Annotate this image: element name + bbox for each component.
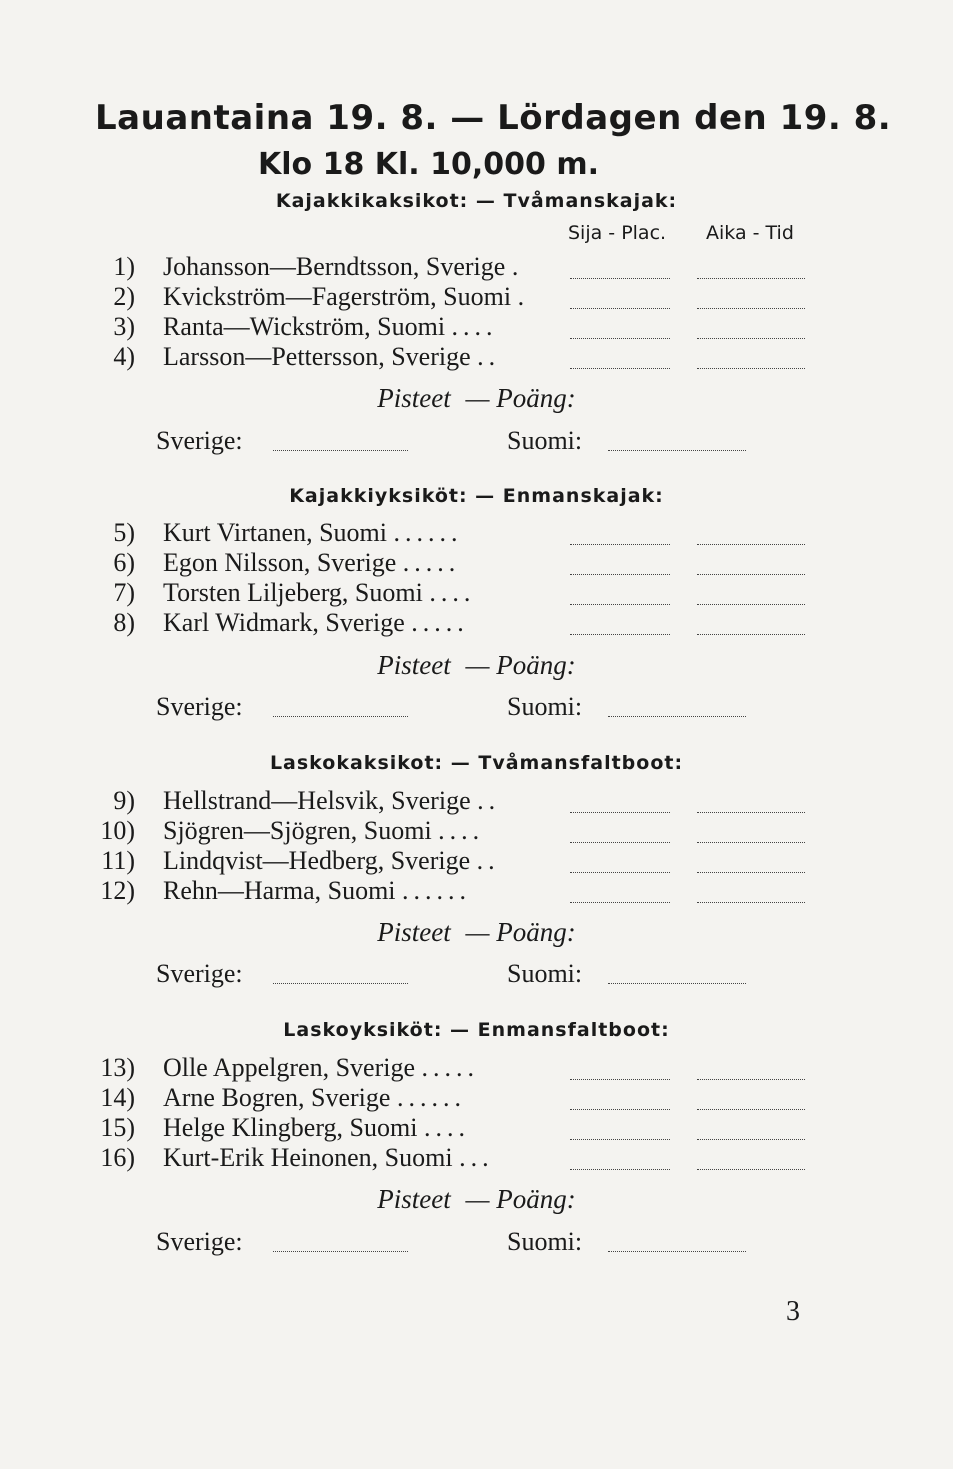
sweden-score-blank xyxy=(273,716,408,717)
list-item xyxy=(0,1113,953,1145)
entry-name: Hellstrand—Helsvik, Sverige .. xyxy=(163,786,501,815)
finland-score-blank xyxy=(608,450,746,451)
entry-name: Ranta—Wickström, Suomi .... xyxy=(163,312,498,341)
column-header-time: Aika - Tid xyxy=(706,222,794,244)
place-blank xyxy=(570,278,670,279)
entry-number: 12) xyxy=(100,876,135,905)
list-item xyxy=(0,342,953,374)
time-blank xyxy=(697,812,805,813)
list-item xyxy=(0,1053,953,1085)
sweden-score-label: Sverige: xyxy=(156,1227,243,1256)
score-line xyxy=(0,426,953,460)
time-blank xyxy=(697,574,805,575)
place-blank xyxy=(570,842,670,843)
entry-number: 15) xyxy=(100,1113,135,1142)
place-blank xyxy=(570,338,670,339)
points-heading: Pisteet — Poäng: xyxy=(377,917,576,947)
place-blank xyxy=(570,308,670,309)
section-heading: Kajakkikaksikot: — Tvåmanskajak: xyxy=(275,190,678,212)
entry-number: 11) xyxy=(101,846,135,875)
entry-name: Sjögren—Sjögren, Suomi .... xyxy=(163,816,485,845)
entry-name: Rehn—Harma, Suomi ...... xyxy=(163,876,472,905)
entry-number: 14) xyxy=(100,1083,135,1112)
score-line xyxy=(0,1227,953,1261)
time-blank xyxy=(697,1169,805,1170)
time-blank xyxy=(697,1079,805,1080)
place-blank xyxy=(570,574,670,575)
list-item xyxy=(0,578,953,610)
entry-name: Johansson—Berndtsson, Sverige . xyxy=(163,252,524,281)
entry-name: Kurt-Erik Heinonen, Suomi ... xyxy=(163,1143,494,1172)
time-blank xyxy=(697,368,805,369)
entry-name: Larsson—Pettersson, Sverige .. xyxy=(163,342,501,371)
finland-score-blank xyxy=(608,716,746,717)
list-item xyxy=(0,786,953,818)
score-line xyxy=(0,959,953,993)
entry-number: 8) xyxy=(113,608,135,637)
time-blank xyxy=(697,278,805,279)
sweden-score-label: Sverige: xyxy=(156,959,243,988)
sweden-score-blank xyxy=(273,1251,408,1252)
place-blank xyxy=(570,1139,670,1140)
place-blank xyxy=(570,1079,670,1080)
entry-number: 7) xyxy=(113,578,135,607)
place-blank xyxy=(570,604,670,605)
place-blank xyxy=(570,872,670,873)
sweden-score-blank xyxy=(273,983,408,984)
entry-name: Torsten Liljeberg, Suomi .... xyxy=(163,578,476,607)
time-blank xyxy=(697,1139,805,1140)
list-item xyxy=(0,312,953,344)
time-blank xyxy=(697,1109,805,1110)
place-blank xyxy=(570,1169,670,1170)
time-blank xyxy=(697,634,805,635)
time-blank xyxy=(697,604,805,605)
points-heading: Pisteet — Poäng: xyxy=(377,650,576,680)
time-blank xyxy=(697,842,805,843)
place-blank xyxy=(570,634,670,635)
list-item xyxy=(0,876,953,908)
entry-name: Kurt Virtanen, Suomi ...... xyxy=(163,518,463,547)
entry-number: 4) xyxy=(113,342,135,371)
time-blank xyxy=(697,308,805,309)
section-heading: Laskokaksikot: — Tvåmansfaltboot: xyxy=(269,752,684,774)
time-blank xyxy=(697,872,805,873)
finland-score-label: Suomi: xyxy=(507,426,583,455)
place-blank xyxy=(570,544,670,545)
list-item xyxy=(0,252,953,284)
entry-name: Lindqvist—Hedberg, Sverige .. xyxy=(163,846,500,875)
entry-number: 6) xyxy=(113,548,135,577)
place-blank xyxy=(570,368,670,369)
list-item xyxy=(0,1143,953,1175)
finland-score-label: Suomi: xyxy=(507,959,583,988)
race-subtitle: Klo 18 Kl. 10,000 m. xyxy=(258,147,600,182)
entry-name: Karl Widmark, Sverige ..... xyxy=(163,608,469,637)
entry-number: 5) xyxy=(113,518,135,547)
entry-number: 3) xyxy=(113,312,135,341)
list-item xyxy=(0,608,953,640)
place-blank xyxy=(570,1109,670,1110)
points-heading: Pisteet — Poäng: xyxy=(377,1184,576,1214)
place-blank xyxy=(570,902,670,903)
time-blank xyxy=(697,338,805,339)
score-line xyxy=(0,692,953,726)
page-number: 3 xyxy=(786,1296,800,1327)
sweden-score-label: Sverige: xyxy=(156,426,243,455)
entry-number: 1) xyxy=(113,252,135,281)
entry-name: Helge Klingberg, Suomi .... xyxy=(163,1113,470,1142)
list-item xyxy=(0,846,953,878)
finland-score-label: Suomi: xyxy=(507,1227,583,1256)
finland-score-label: Suomi: xyxy=(507,692,583,721)
points-heading: Pisteet — Poäng: xyxy=(377,383,576,413)
sweden-score-label: Sverige: xyxy=(156,692,243,721)
section-heading: Kajakkiyksiköt: — Enmanskajak: xyxy=(289,485,664,507)
time-blank xyxy=(697,902,805,903)
entry-number: 16) xyxy=(100,1143,135,1172)
column-header-place: Sija - Plac. xyxy=(568,222,667,244)
page-title: Lauantaina 19. 8. — Lördagen den 19. 8. xyxy=(95,98,892,138)
entry-number: 10) xyxy=(100,816,135,845)
sweden-score-blank xyxy=(273,450,408,451)
entry-number: 13) xyxy=(100,1053,135,1082)
time-blank xyxy=(697,544,805,545)
finland-score-blank xyxy=(608,983,746,984)
list-item xyxy=(0,1083,953,1115)
list-item xyxy=(0,816,953,848)
entry-number: 2) xyxy=(113,282,135,311)
list-item xyxy=(0,282,953,314)
section-heading: Laskoyksiköt: — Enmansfaltboot: xyxy=(283,1019,670,1041)
entry-name: Olle Appelgren, Sverige ..... xyxy=(163,1053,479,1082)
list-item xyxy=(0,548,953,580)
entry-name: Kvickström—Fagerström, Suomi . xyxy=(163,282,530,311)
place-blank xyxy=(570,812,670,813)
finland-score-blank xyxy=(608,1251,746,1252)
list-item xyxy=(0,518,953,550)
entry-name: Egon Nilsson, Sverige ..... xyxy=(163,548,461,577)
entry-number: 9) xyxy=(113,786,135,815)
entry-name: Arne Bogren, Sverige ...... xyxy=(163,1083,466,1112)
